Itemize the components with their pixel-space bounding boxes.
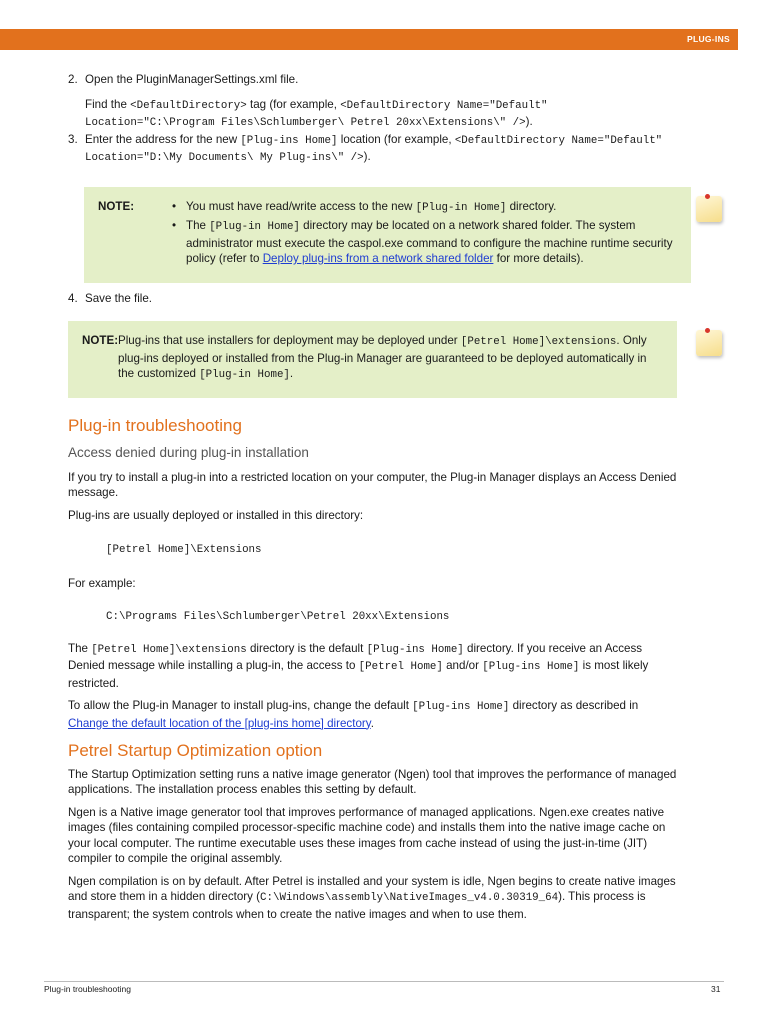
paragraph: The Startup Optimization setting runs a native image generator (Ngen) tool that improves the performance of managed applications. The installation process enables this setting by default.	[68, 767, 677, 796]
text-run: The	[186, 219, 210, 232]
text-run: for more details).	[493, 252, 584, 265]
step-number: 2.	[68, 73, 78, 86]
code-inline: [Plug-ins Home]	[482, 661, 580, 673]
code-inline: <DefaultDirectory Name="Default" Location="D:\My Documents\ My Plug-ins\" />	[85, 134, 663, 164]
page-content	[68, 72, 678, 922]
bullet-icon: •	[172, 219, 177, 232]
section-header-bar	[0, 29, 738, 50]
paragraph: Plug-ins are usually deployed or installed in this directory:	[68, 508, 364, 522]
code-inline: [Plug-in Home]	[415, 201, 507, 214]
text-run: location (for example,	[337, 132, 455, 146]
sticky-note-icon	[696, 330, 722, 356]
text-run: The	[68, 641, 92, 655]
step-text	[85, 132, 678, 167]
step-number: 4.	[68, 291, 78, 305]
text-run: You must have read/write access to the new	[186, 199, 416, 213]
step-2	[68, 72, 678, 132]
change-default-location-link[interactable]: Change the default location of the [plug-ins home] directory	[68, 716, 371, 730]
text-run: ). This process is transparent; the system controls when to create the native images and when to use them.	[68, 890, 646, 921]
section-heading: Plug-in troubleshooting	[68, 415, 242, 435]
note-box-access	[84, 187, 691, 283]
note-bullet-2	[98, 218, 677, 267]
paragraph: If you try to install a plug-in into a restricted location on your computer, the Plug-in Manager displays an Access Denied message.	[68, 470, 677, 499]
text-run: ).	[525, 115, 533, 128]
note-bullet-1	[98, 199, 677, 217]
step-number: 3.	[68, 132, 78, 146]
code-inline: [Petrel Home]\extensions	[460, 336, 617, 348]
note-label: NOTE:	[98, 199, 135, 213]
text-run: directory as described in	[509, 699, 639, 712]
note-box-installers	[68, 321, 677, 398]
note-body	[82, 333, 663, 384]
footer-divider	[44, 981, 724, 982]
page-number: 31	[711, 984, 721, 994]
text-run: Enter the address for the new	[85, 132, 241, 146]
paragraph: For example:	[68, 576, 136, 590]
text-run: directory.	[506, 199, 557, 213]
code-inline: [Petrel Home]	[358, 661, 443, 673]
text-run: tag (for example,	[246, 97, 341, 111]
section-label: PLUG-INS	[686, 34, 730, 44]
code-inline: <DefaultDirectory Name="Default" Location="C:\Program Files\Schlumberger\ Petrel 20xx\Extensions\" />	[85, 99, 548, 129]
code-block: C:\Programs Files\Schlumberger\Petrel 20xx\Extensions	[106, 611, 450, 623]
subsection-heading: Access denied during plug-in installation	[68, 445, 309, 460]
paragraph	[68, 641, 678, 692]
text-run: directory may be located on a network shared folder. The system administrator must execute the caspol.exe command to configure the machine runtime security policy (refer to	[186, 219, 673, 265]
code-block: [Petrel Home]\Extensions	[106, 544, 262, 556]
text-run: ).	[363, 150, 371, 163]
note-label: NOTE:	[82, 334, 119, 347]
paragraph	[68, 874, 678, 923]
code-inline: C:\Windows\assembly\NativeImages_v4.0.30319_64	[260, 892, 559, 904]
paragraph: Ngen is a Native image generator tool that improves performance of managed applications. Ngen.exe creates native images (files containing compiled processor-specific machine code) and installs them into the native image cache on your local computer. The runtime executable uses these images from cache instead of using the just-in-time (JIT) compiler to compile the original assembly.	[68, 805, 666, 865]
bullet-icon: •	[172, 199, 177, 213]
text-run: Find the	[85, 97, 131, 111]
text-run: directory is the default	[246, 641, 367, 655]
deploy-network-link[interactable]: Deploy plug-ins from a network shared folder	[262, 252, 494, 265]
code-inline: [Plug-in Home]	[199, 369, 290, 381]
paragraph	[68, 698, 678, 731]
step-text: Save the file.	[85, 291, 153, 305]
code-inline: [Petrel Home]\extensions	[91, 643, 247, 656]
code-inline: [Plug-ins Home]	[240, 134, 338, 147]
text-run: To allow the Plug-in Manager to install plug-ins, change the default	[68, 699, 413, 712]
footer-section-label: Plug-in troubleshooting	[44, 984, 131, 994]
code-inline: [Plug-in Home]	[209, 221, 300, 233]
text-run: .	[289, 367, 294, 380]
step-4	[68, 291, 678, 307]
step-detail	[85, 97, 678, 132]
text-run: Ngen compilation is on by default. After Petrel is installed and your system is idle, Ngen begins to create native images and store them in a hidden directory (	[68, 874, 676, 903]
text-run: .	[370, 716, 374, 730]
text-run: Plug-ins that use installers for deployment may be deployed under	[118, 334, 461, 347]
step-text: Open the PluginManagerSettings.xml file.	[85, 73, 299, 86]
text-run: and/or	[442, 659, 483, 672]
text-run: is most likely restricted.	[68, 659, 649, 690]
code-inline: [Plug-ins Home]	[412, 701, 510, 713]
code-inline: <DefaultDirectory>	[130, 99, 247, 112]
text-run: . Only plug-ins deployed or installed from the Plug-in Manager are guaranteed to be deployed automatically in the customized	[118, 334, 647, 380]
step-3	[68, 132, 678, 167]
code-inline: [Plug-ins Home]	[366, 643, 464, 656]
section-heading: Petrel Startup Optimization option	[68, 741, 323, 760]
text-run: directory. If you receive an Access Denied message while installing a plug-in, the access to	[68, 641, 643, 672]
sticky-note-icon	[696, 196, 722, 222]
